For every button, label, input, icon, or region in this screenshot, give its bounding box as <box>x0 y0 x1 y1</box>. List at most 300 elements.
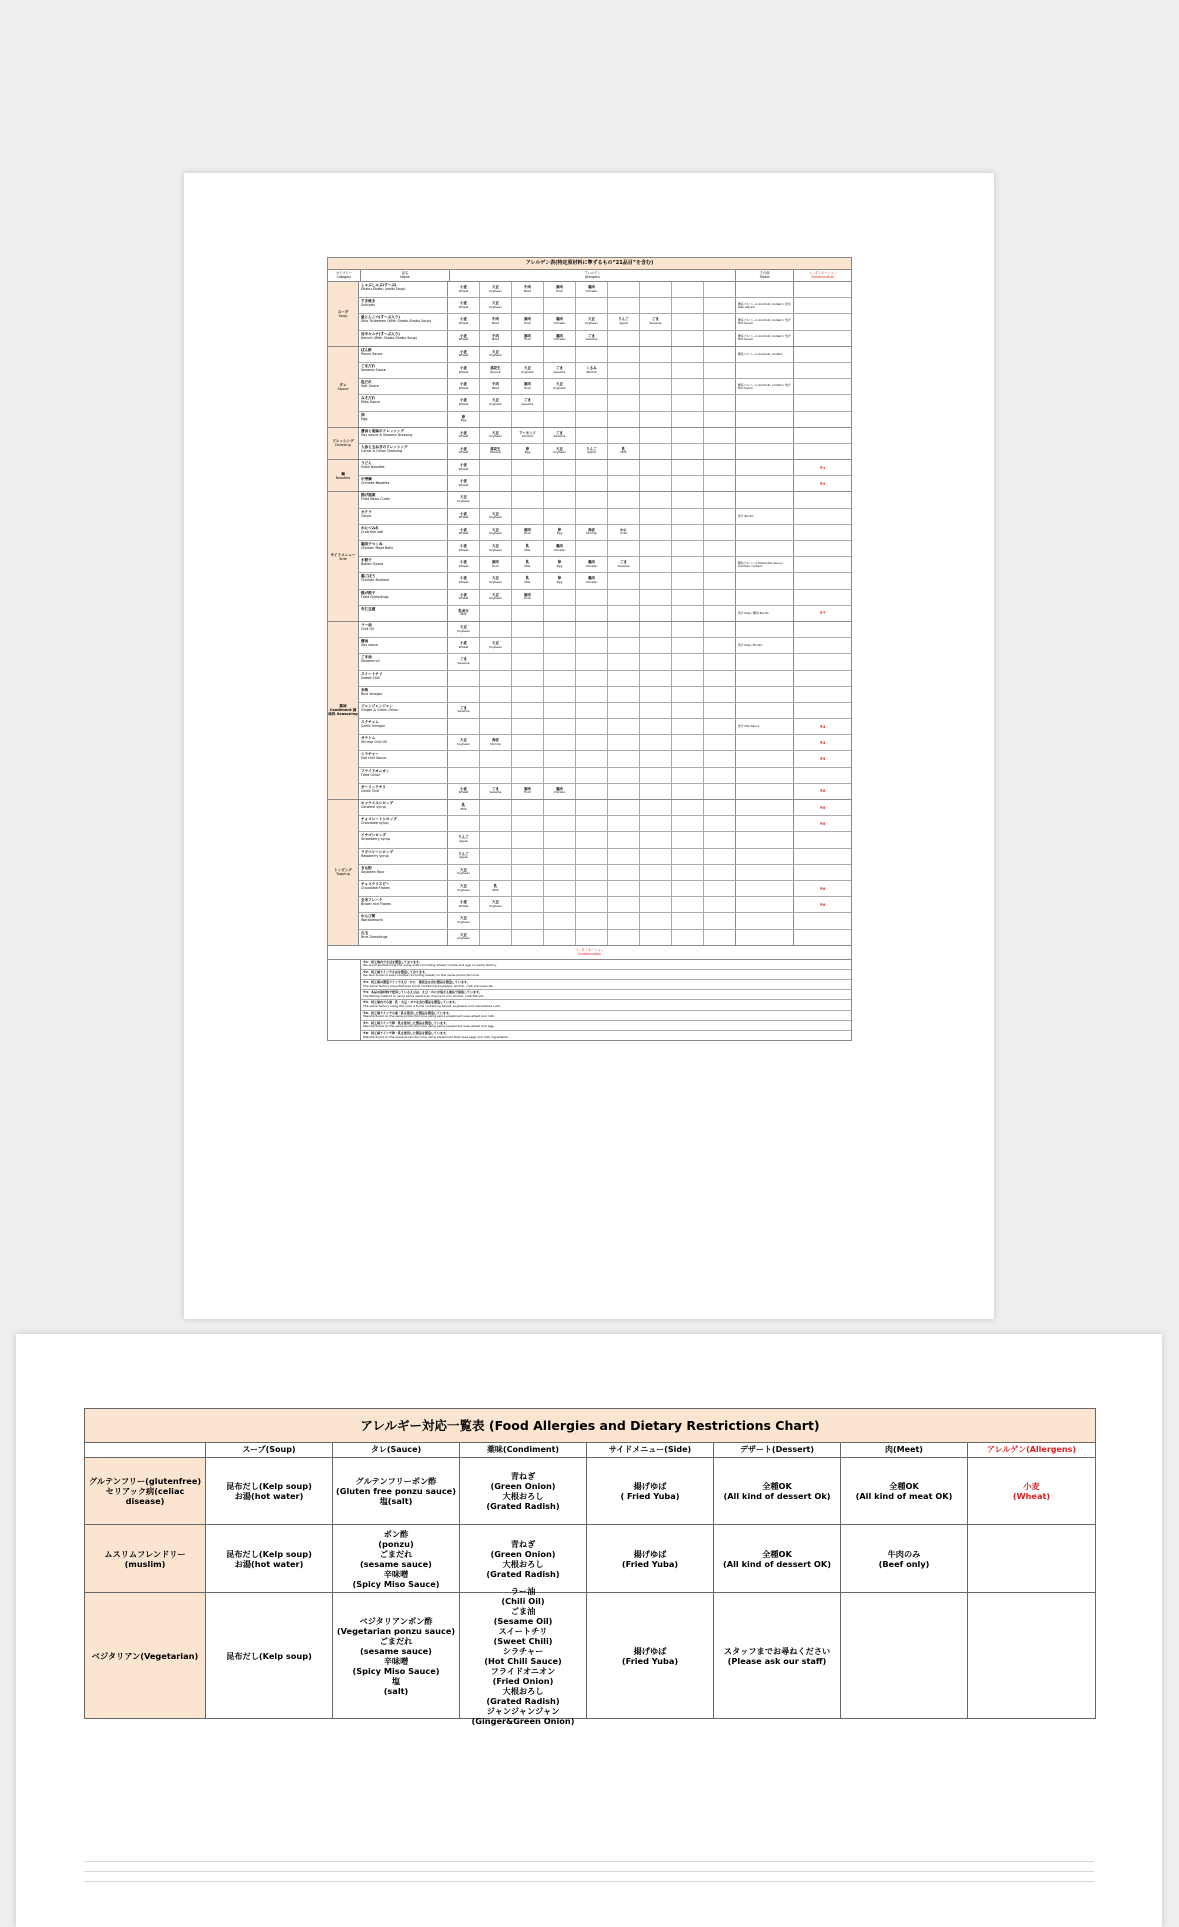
allergen-cell <box>608 622 640 637</box>
allergen-table <box>327 257 852 1041</box>
allergen-cell <box>704 687 736 702</box>
allergen-cell <box>544 800 576 815</box>
contamination-cell <box>794 347 851 362</box>
item-name-en: Sesame oil <box>361 659 380 664</box>
allergen-jp: 鶏肉 <box>556 317 563 322</box>
allergen-cell <box>512 638 544 653</box>
diet-cell-line: 昆布だし(Kelp soup) <box>226 1650 312 1661</box>
allergen-en: Soybean <box>456 628 470 633</box>
item-name <box>359 314 448 329</box>
allergen-cell <box>512 444 544 459</box>
allergen-cell <box>544 606 576 621</box>
note-en: We also produce soba noodles (including wheat) on the same production line. <box>363 973 480 978</box>
item-name <box>359 735 448 750</box>
allergen-jp: 落花生 <box>490 365 501 370</box>
item-row <box>359 897 851 913</box>
status-cell <box>736 444 794 459</box>
diet-cell <box>333 1593 460 1718</box>
allergen-cell <box>576 282 608 297</box>
allergen-cell <box>576 687 608 702</box>
allergen-cell <box>608 800 640 815</box>
allergen-jp: 大豆 <box>492 641 499 646</box>
allergen-en: Shrimp <box>490 741 501 746</box>
allergen-jp: 牛肉 <box>492 382 499 387</box>
item-name-en: Raspberry syrup <box>361 853 389 858</box>
diet-cell <box>714 1593 841 1718</box>
allergen-cell <box>576 444 608 459</box>
allergen-cell <box>672 654 704 669</box>
allergen-cell <box>480 525 512 540</box>
item-name-jp: ラズベリーシロップ <box>361 849 394 854</box>
item-name <box>359 751 448 766</box>
column-header <box>85 1443 206 1457</box>
status-cell <box>736 412 794 427</box>
allergen-cell <box>704 444 736 459</box>
item-name <box>359 379 448 394</box>
item-name-en: Chocolate Flakes <box>361 885 390 890</box>
allergen-cell <box>480 913 512 928</box>
item-name-jp: サテトム <box>361 736 376 741</box>
allergen-cell <box>544 314 576 329</box>
allergen-en: Pork <box>524 531 531 536</box>
allergen-cell <box>576 314 608 329</box>
allergen-cell <box>608 460 640 475</box>
allergen-cell <box>672 865 704 880</box>
allergen-cell <box>576 800 608 815</box>
contamination-cell: ※1 <box>819 465 826 470</box>
allergen-cell <box>704 622 736 637</box>
allergen-cell <box>512 703 544 718</box>
diet-cell-line: (Hot Chili Sauce) <box>484 1655 562 1666</box>
note-en: Manufactured on the same production line using equipment that uses eggs and milk ingredients. <box>363 1034 509 1039</box>
allergen-cell <box>704 671 736 686</box>
allergen-en: Egg <box>460 418 467 423</box>
status-cell <box>736 832 794 847</box>
contamination-cell <box>794 444 851 459</box>
item-name-jp: 揚げ湯葉 <box>361 493 376 498</box>
allergen-jp: りんご <box>458 835 469 840</box>
item-name-jp: ごま油 <box>361 655 372 660</box>
allergen-cell <box>608 590 640 605</box>
allergen-cell <box>576 719 608 734</box>
status-cell <box>736 460 794 475</box>
allergen-cell <box>640 622 672 637</box>
item-name-en: Chicken Meat Balls <box>361 546 394 550</box>
allergen-cell <box>544 282 576 297</box>
item-name <box>359 784 448 799</box>
allergen-jp: 大豆 <box>492 398 499 403</box>
allergen-cell <box>448 298 480 313</box>
diet-cell <box>714 1525 841 1592</box>
column-header: スープ(Soup) <box>206 1443 333 1457</box>
item-name <box>359 687 448 702</box>
allergen-en: Apple <box>619 320 628 325</box>
status-cell <box>736 654 794 669</box>
allergen-jp: 卵 <box>461 414 466 419</box>
header-contamination: コンタミネーション Contamination <box>808 270 837 279</box>
note-en: Manufactured on the same production line using same equipment uses wheat and milk. <box>363 1014 496 1019</box>
item-row <box>359 881 851 897</box>
allergen-cell <box>576 379 608 394</box>
allergen-en: Soybean <box>520 369 534 374</box>
diet-cell-line: (Sweet Chili) <box>493 1635 553 1646</box>
allergen-cell <box>640 687 672 702</box>
allergen-cell <box>672 509 704 524</box>
contamination-cell <box>794 703 851 718</box>
contamination-cell <box>794 622 851 637</box>
allergen-jp: 大豆 <box>492 527 499 532</box>
allergen-jp: 大豆 <box>492 592 499 597</box>
allergen-cell <box>608 331 640 346</box>
allergen-jp: ごま <box>652 317 659 322</box>
diet-cell-line: ラー油 <box>510 1585 536 1596</box>
item-name-jp: フライドオニオン <box>361 768 390 773</box>
allergen-cell <box>640 719 672 734</box>
category-group <box>328 622 851 800</box>
allergen-cell <box>448 719 480 734</box>
allergen-cell <box>576 363 608 378</box>
diet-cell <box>841 1593 968 1718</box>
dietary-chart-body <box>85 1458 1095 1726</box>
item-name <box>359 590 448 605</box>
allergen-en: Sesame <box>553 434 566 439</box>
allergen-cell <box>672 363 704 378</box>
allergen-jp: 鶏肉 <box>556 333 563 338</box>
allergen-cell <box>672 541 704 556</box>
diet-label-line: (muslim) <box>124 1558 166 1569</box>
allergen-cell <box>512 590 544 605</box>
allergen-cell <box>544 768 576 783</box>
allergen-cell <box>608 573 640 588</box>
column-header: サイドメニュー(Side) <box>587 1443 714 1457</box>
allergen-cell <box>544 363 576 378</box>
allergen-cell <box>512 395 544 410</box>
allergen-cell <box>480 509 512 524</box>
allergen-cell <box>544 703 576 718</box>
allergen-cell <box>704 719 736 734</box>
allergen-cell <box>608 719 640 734</box>
allergen-cell <box>576 913 608 928</box>
allergen-cell <box>576 347 608 362</box>
contamination-cell <box>794 395 851 410</box>
item-name-en: Shio Tsukemen (With Shabu-Shabu Soup) <box>361 319 431 324</box>
allergen-jp: 大豆 <box>460 916 467 921</box>
category-jp: スープ <box>337 309 349 314</box>
allergen-cell <box>544 331 576 346</box>
contamination-cell <box>794 509 851 524</box>
category-jp: タレ <box>339 382 347 387</box>
allergen-jp: 乳成分 <box>458 608 469 613</box>
allergen-cell <box>576 525 608 540</box>
allergen-cell <box>480 379 512 394</box>
allergen-jp: ごま <box>524 398 531 403</box>
category-rows <box>359 622 851 799</box>
allergen-cell <box>672 379 704 394</box>
status-cell <box>736 784 794 799</box>
allergen-en: Wheat <box>458 644 469 649</box>
allergen-jp: 海老 <box>492 738 499 743</box>
diet-cell-line: 全種OK <box>762 1481 792 1491</box>
allergen-cell <box>672 784 704 799</box>
allergen-cell <box>448 363 480 378</box>
diet-cell-line: ( Fried Yuba) <box>620 1491 680 1501</box>
item-name-jp: 温とんこつ(すーぷ入り) <box>361 315 400 320</box>
allergen-cell <box>448 638 480 653</box>
allergen-cell <box>448 832 480 847</box>
item-name-jp: 醤油と胡麻のドレッシング <box>361 428 404 433</box>
item-name-jp: シラチャー <box>361 752 379 757</box>
item-name-jp: オクラ <box>361 509 372 514</box>
diet-label-line: セリアック病(celiac disease) <box>105 1486 185 1506</box>
allergen-cell <box>608 816 640 831</box>
allergen-en: Soybean <box>488 288 502 293</box>
status-cell <box>736 881 794 896</box>
allergen-cell <box>608 509 640 524</box>
allergen-jp: 海老 <box>588 527 595 532</box>
allergen-cell <box>480 476 512 491</box>
diet-cell-line: (Spicy Miso Sauce) <box>352 1665 440 1676</box>
allergen-cell <box>608 881 640 896</box>
diet-label <box>85 1525 206 1592</box>
item-name <box>359 832 448 847</box>
allergen-cell <box>640 363 672 378</box>
item-row <box>359 832 851 848</box>
allergen-jp: 小麦 <box>460 463 467 468</box>
allergen-cell <box>448 897 480 912</box>
allergen-cell <box>672 816 704 831</box>
contamination-cell <box>794 331 851 346</box>
allergen-cell <box>512 897 544 912</box>
category-jp: トッピング <box>334 868 352 873</box>
contamination-note <box>361 1000 851 1010</box>
allergen-jp: 卵 <box>557 560 562 565</box>
allergen-cell <box>576 930 608 945</box>
diet-cell <box>460 1525 587 1592</box>
item-row <box>359 282 851 298</box>
allergen-en: Beef <box>524 288 531 293</box>
note-en: Manufactured on the same production line using same equipment uses wheat and egg. <box>363 1024 495 1029</box>
allergen-cell <box>512 865 544 880</box>
allergen-en: Wheat <box>458 515 469 520</box>
allergen-cell <box>704 816 736 831</box>
item-name-jp: 塩だれ <box>361 380 372 385</box>
allergen-cell <box>480 606 512 621</box>
status-cell <box>736 476 794 491</box>
diet-cell-line: 大根おろし <box>502 1685 544 1696</box>
allergen-cell <box>576 428 608 443</box>
allergen-cell <box>480 395 512 410</box>
allergen-jp: 小麦 <box>460 786 467 791</box>
allergen-en: Wheat <box>458 320 469 325</box>
item-row <box>359 735 851 751</box>
allergen-cell <box>512 347 544 362</box>
allergen-en: Milk <box>620 450 627 455</box>
diet-cell-line: (Sesame Oil) <box>493 1615 553 1626</box>
contamination-cell <box>794 832 851 847</box>
allergen-cell <box>512 412 544 427</box>
allergen-cell <box>480 897 512 912</box>
allergen-cell <box>448 865 480 880</box>
status-cell <box>736 897 794 912</box>
allergen-jp: 小麦 <box>460 317 467 322</box>
allergen-cell <box>544 816 576 831</box>
item-row <box>359 395 851 411</box>
contamination-cell <box>794 282 851 297</box>
allergen-cell <box>608 541 640 556</box>
status-cell <box>736 395 794 410</box>
allergen-jp: 卵 <box>525 446 530 451</box>
allergen-en: Soybean <box>488 644 502 649</box>
allergen-cell <box>512 525 544 540</box>
allergen-jp: 豚肉 <box>524 592 531 597</box>
allergen-en: Wheat <box>458 547 469 552</box>
allergen-en: Soybean <box>456 887 470 892</box>
allergen-cell <box>704 314 736 329</box>
allergen-en: Egg <box>556 579 563 584</box>
allergen-cell <box>480 363 512 378</box>
allergen-cell <box>640 573 672 588</box>
status-cell: 醸造アルコール Alcoholic content / 魚介 Fish Sauce <box>736 331 794 346</box>
contamination-cell <box>794 379 851 394</box>
allergen-cell <box>576 671 608 686</box>
diet-cell-line: (Ginger&Green Onion) <box>471 1715 575 1726</box>
diet-cell-line: (Fried Onion) <box>492 1675 554 1686</box>
allergen-cell <box>672 897 704 912</box>
allergen-cell <box>608 735 640 750</box>
contamination-cell <box>794 590 851 605</box>
allergen-cell <box>448 525 480 540</box>
item-name-en: Garlic Vinegar <box>361 724 385 729</box>
allergen-cell <box>672 557 704 572</box>
allergen-cell <box>704 606 736 621</box>
item-name-jp: 中華麺 <box>361 477 372 482</box>
allergen-cell <box>640 816 672 831</box>
status-cell <box>736 768 794 783</box>
allergen-cell <box>576 865 608 880</box>
allergen-en: Wheat <box>458 288 469 293</box>
diet-row <box>85 1585 1095 1726</box>
allergen-jp: 豚肉 <box>524 382 531 387</box>
diet-cell-line: (ponzu) <box>378 1538 414 1549</box>
diet-cell-line: 昆布だし(Kelp soup) <box>226 1548 312 1559</box>
allergen-jp: 乳 <box>621 446 626 451</box>
diet-cell-line: (Green Onion) <box>490 1548 556 1559</box>
allergen-cell <box>480 768 512 783</box>
allergen-jp: 鶏肉 <box>588 285 595 289</box>
item-name-en: Salt Sauce <box>361 384 379 389</box>
diet-cell-line: 塩(salt) <box>379 1496 413 1506</box>
allergen-cell <box>704 784 736 799</box>
item-name-jp: すき焼き <box>361 299 376 304</box>
item-name <box>359 347 448 362</box>
allergen-cell <box>576 509 608 524</box>
item-name-en: Fried Onion <box>361 772 381 777</box>
allergen-cell <box>544 525 576 540</box>
allergen-jp: 豚肉 <box>524 786 531 791</box>
allergen-jp: 大豆 <box>460 624 467 629</box>
allergen-cell <box>704 412 736 427</box>
allergen-cell <box>576 460 608 475</box>
allergen-cell <box>608 671 640 686</box>
allergen-cell <box>608 687 640 702</box>
item-name <box>359 638 448 653</box>
allergen-cell <box>608 525 640 540</box>
allergen-en: Chicken <box>585 563 598 568</box>
allergen-cell <box>704 930 736 945</box>
item-row <box>359 298 851 314</box>
allergen-cell <box>448 428 480 443</box>
allergen-cell <box>672 460 704 475</box>
item-name-en: Rice vinegar <box>361 691 383 696</box>
allergen-en: Soybean <box>488 434 502 439</box>
allergen-jp: 乳 <box>525 544 530 548</box>
item-name-jp: かにつみれ <box>361 525 379 530</box>
allergen-table-body <box>328 282 851 946</box>
diet-cell-line: (Green Onion) <box>490 1481 556 1491</box>
allergen-cell <box>672 525 704 540</box>
diet-cell-line: (Beef only) <box>878 1558 930 1569</box>
allergen-cell <box>480 492 512 507</box>
allergen-jp: 牛肉 <box>524 285 531 289</box>
item-row <box>359 428 851 444</box>
contamination-cell: ※8 <box>819 886 826 891</box>
allergen-jp: ごま <box>492 786 499 791</box>
allergen-cell <box>480 751 512 766</box>
diet-cell-line: スイートチリ <box>498 1625 548 1636</box>
allergen-cell <box>448 492 480 507</box>
diet-cell-line: (All kind of meat OK) <box>855 1491 953 1501</box>
contamination-note <box>361 980 851 990</box>
status-cell <box>736 849 794 864</box>
allergen-cell <box>512 735 544 750</box>
allergen-en: Chicken <box>553 337 566 342</box>
allergen-cell <box>544 590 576 605</box>
allergen-cell <box>512 800 544 815</box>
dietary-chart <box>84 1408 1096 1726</box>
allergen-cell <box>640 492 672 507</box>
item-name-jp: ガーリックチリ <box>361 784 387 789</box>
allergen-cell <box>608 314 640 329</box>
diet-cell-line: 揚げゆば <box>633 1548 667 1559</box>
allergen-cell <box>704 363 736 378</box>
allergen-cell <box>448 444 480 459</box>
allergen-cell <box>608 849 640 864</box>
allergen-cell <box>704 492 736 507</box>
item-name <box>359 460 448 475</box>
allergen-jp: 小麦 <box>460 285 467 289</box>
allergen-en: Soybean <box>488 531 502 536</box>
diet-cell <box>206 1525 333 1592</box>
allergen-cell <box>448 557 480 572</box>
item-name <box>359 476 448 491</box>
allergen-cell <box>608 897 640 912</box>
item-name-jp: 米酢 <box>361 687 369 692</box>
allergen-cell <box>640 509 672 524</box>
allergen-jp: 牛肉 <box>492 333 499 338</box>
allergen-cell <box>544 832 576 847</box>
allergen-jp: 小麦 <box>460 398 467 403</box>
allergen-cell <box>672 832 704 847</box>
allergen-en: Wheat <box>458 579 469 584</box>
allergen-cell <box>704 573 736 588</box>
category-cell <box>328 428 359 459</box>
allergen-cell <box>480 784 512 799</box>
item-row <box>359 622 851 638</box>
allergen-cell <box>608 703 640 718</box>
allergen-cell <box>480 865 512 880</box>
contamination-note <box>361 970 851 980</box>
diet-label-line: ムスリムフレンドリー <box>104 1548 186 1559</box>
